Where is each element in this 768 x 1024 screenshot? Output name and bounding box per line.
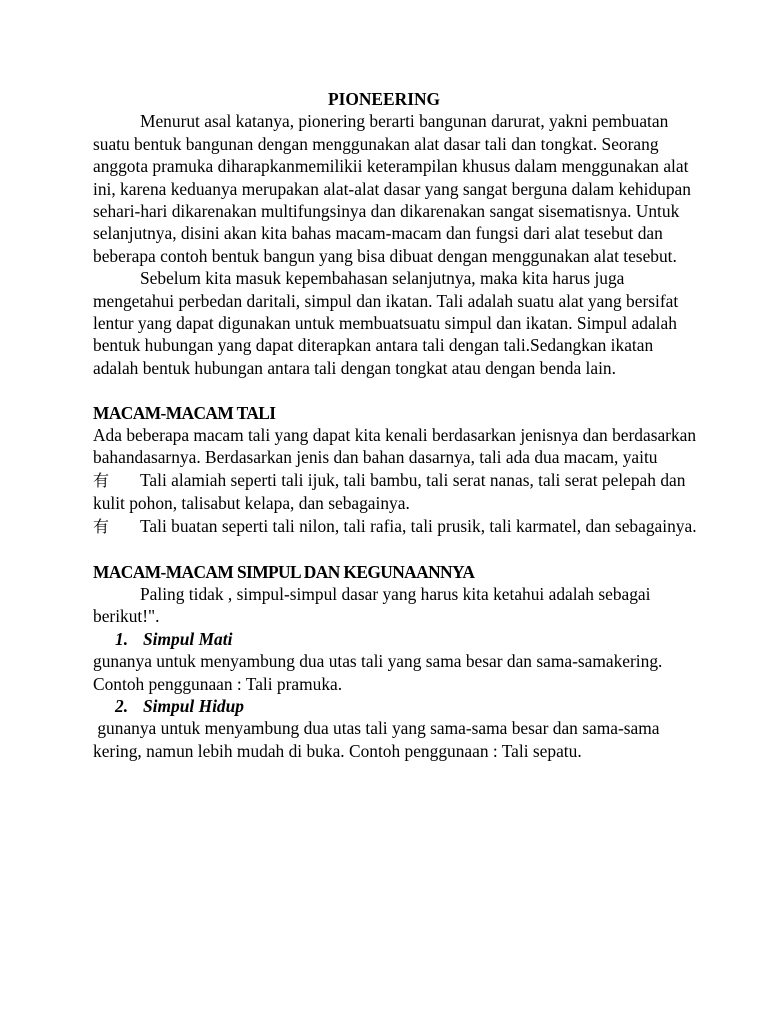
simpul-name: Simpul Mati xyxy=(143,628,233,649)
section-heading-simpul: MACAM-MACAM SIMPUL DAN KEGUNAANNYA xyxy=(93,561,475,582)
simpul-description: gunanya untuk menyambung dua utas tali yang sama besar dan sama-samakering. Contoh penggunaan : Tali pramuka. xyxy=(93,651,663,694)
simpul-number: 2. xyxy=(115,695,129,716)
simpul-name: Simpul Hidup xyxy=(143,695,244,716)
section-text-simpul: Paling tidak , simpul-simpul dasar yang harus kita ketahui adalah sebagai berikut!". xyxy=(93,583,651,627)
simpul-heading xyxy=(93,628,698,650)
simpul-heading xyxy=(93,695,698,717)
list-item xyxy=(93,515,698,538)
bullet-glyph-icon: 有 xyxy=(93,516,110,536)
intro-paragraph-1: Menurut asal katanya, pionering berarti bangunan darurat, yakni pembuatan suatu bentuk bangunan dengan menggunakan alat dasar tali dan tongkat. Seorang anggota pramuka diharapkanmemilikii keterampilan khusus dalam menggunakan alat ini, karena keduanya merupakan alat-alat dasar yang sangat berguna dalam kehidupan sehari-hari dikarenakan multifungsinya dan dikarenakan sangat sisematisnya. Untuk selanjutnya, disini akan kita bahas macam-macam dan fungsi dari alat tesebut dan beberapa contoh bentuk bangun yang bisa dibuat dengan menggunakan alat tesebut. xyxy=(93,111,691,266)
list-item-text: Tali alamiah seperti tali ijuk, tali bambu, tali serat nanas, tali serat pelepah dan kulit pohon, talisabut kelapa, dan sebagainya. xyxy=(93,469,686,514)
section-text-tali: Ada beberapa macam tali yang dapat kita kenali berdasarkan jenisnya dan berdasarkan bahandasarnya. Berdasarkan jenis dan bahan dasarnya, tali ada dua macam, yaitu xyxy=(93,425,697,468)
bullet-glyph-icon: 有 xyxy=(93,470,110,490)
intro-paragraph-2: Sebelum kita masuk kepembahasan selanjutnya, maka kita harus juga mengetahui perbedan daritali, simpul dan ikatan. Tali adalah suatu alat yang bersifat lentur yang dapat digunakan untuk membuatsuatu simpul dan ikatan. Simpul adalah bentuk hubungan yang dapat diterapkan antara tali dengan tali.Sedangkan ikatan adalah bentuk hubungan antara tali dengan tongkat atau dengan benda lain. xyxy=(93,268,679,378)
document-title: PIONEERING xyxy=(327,89,441,109)
simpul-description: gunanya untuk menyambung dua utas tali yang sama-sama besar dan sama-sama kering, namun lebih mudah di buka. Contoh penggunaan : Tali sepatu. xyxy=(93,718,664,761)
simpul-number: 1. xyxy=(115,628,129,649)
list-item xyxy=(93,469,698,515)
section-heading-tali: MACAM-MACAM TALI xyxy=(93,402,276,423)
list-item-text: Tali buatan seperti tali nilon, tali rafia, tali prusik, tali karmatel, dan sebagainya. xyxy=(140,515,697,536)
